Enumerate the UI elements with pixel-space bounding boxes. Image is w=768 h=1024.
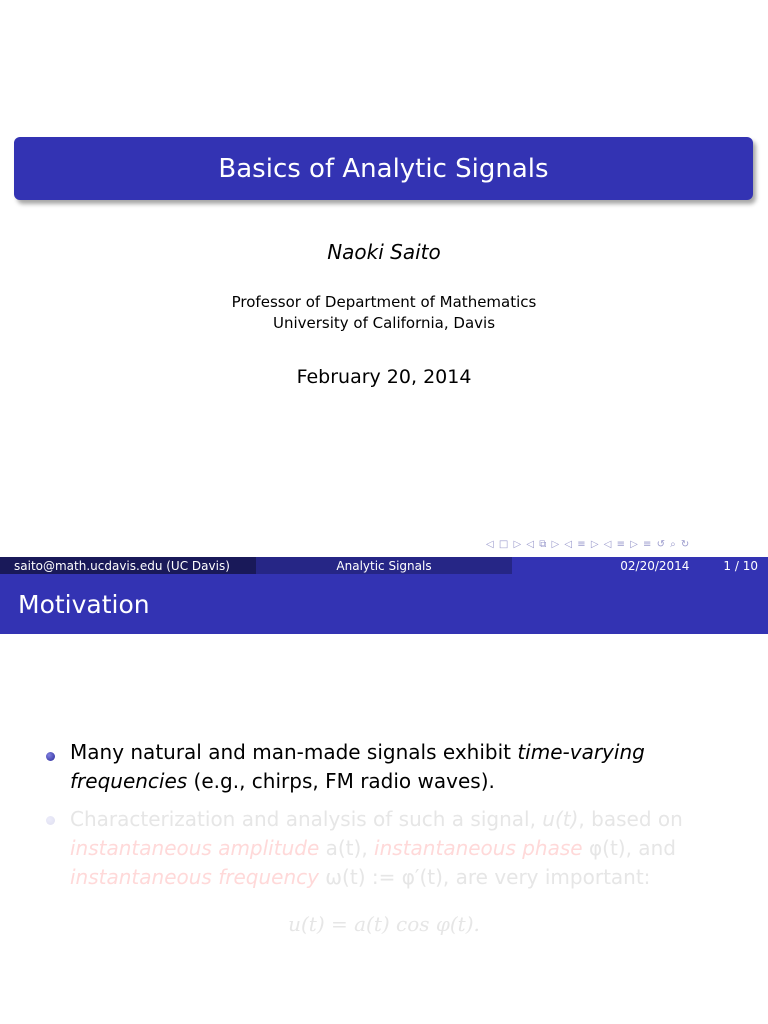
footer-page-number: 1 / 10 <box>723 558 758 573</box>
highlight-amplitude: instantaneous amplitude <box>70 836 320 860</box>
affiliation-line-2: University of California, Davis <box>272 314 496 332</box>
title-banner <box>14 137 753 200</box>
beamer-navigation-icons[interactable]: ◁ □ ▷ ◁ ⧉ ▷ ◁ ≡ ▷ ◁ ≡ ▷ ≡ ↺ ⌕ ↻ <box>486 539 691 550</box>
affiliation-line-1: Professor of Department of Mathematics <box>231 293 537 311</box>
bullet-dot-icon <box>46 752 55 761</box>
frame-title: Motivation <box>18 589 150 619</box>
bullet-dot-icon <box>46 816 55 825</box>
footer-date: 02/20/2014 <box>620 558 690 573</box>
footer-short-title: Analytic Signals <box>256 557 512 574</box>
presentation-title: Basics of Analytic Signals <box>218 153 549 184</box>
frame-title-bar <box>0 574 768 634</box>
bullet-text-2: Characterization and analysis of such a signal, u(t), based on instantaneous amplitude a(t), instantaneous phase φ(t), and instantaneous frequency ω(t) := φ′(t), are very important: <box>70 807 683 889</box>
footer-date-page <box>512 557 768 574</box>
author-name: Naoki Saito <box>327 240 441 264</box>
presentation-date: February 20, 2014 <box>296 366 472 388</box>
highlight-phase: instantaneous phase <box>374 836 583 860</box>
equation: u(t) = a(t) cos φ(t). <box>288 912 480 936</box>
highlight-frequency: instantaneous frequency <box>70 865 319 889</box>
footer-author: saito@math.ucdavis.edu (UC Davis) <box>0 557 256 574</box>
bullet-text-1: Many natural and man-made signals exhibit time-varying frequencies (e.g., chirps, FM radio waves). <box>70 740 645 793</box>
slide-footer <box>0 557 768 574</box>
